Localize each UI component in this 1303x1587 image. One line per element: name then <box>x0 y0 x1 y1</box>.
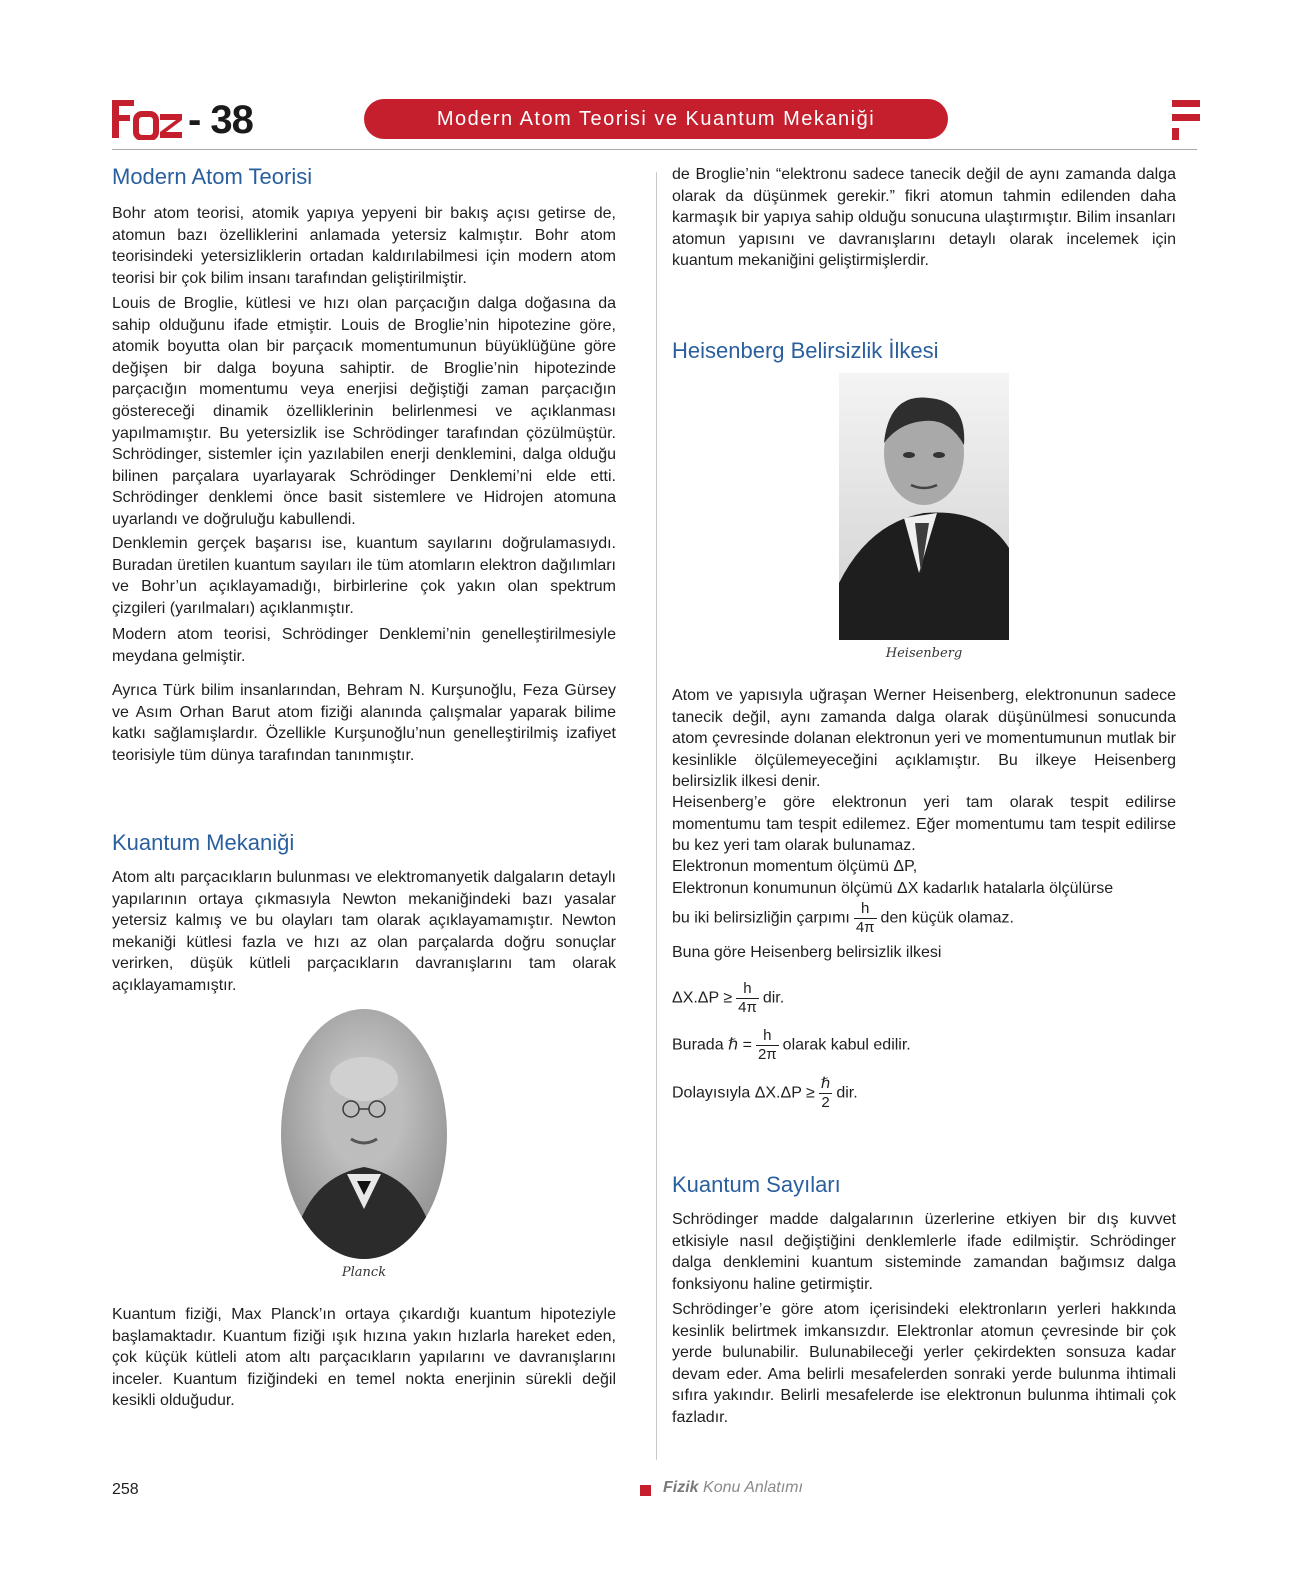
paragraph: Atom ve yapısıyla uğraşan Werner Heisenberg, elektronunun sadece tanecik değil, aynı zamanda dalga olarak düşünülmesi sonucunda atom çevresinde dolanan elektronun yeri ve momentumunun mutlak bir kesinlikle ölçülemeyeceğini açıklamıştır. Bu ilkeye Heisenberg belirsizlik ilkesi denir. <box>672 687 1176 791</box>
faz-number: - 38 <box>188 98 253 142</box>
paragraph: Modern atom teorisi, Schrödinger Denklemi’nin genelleştirilmesiyle meydana gelmiştir. <box>112 626 616 665</box>
heisenberg-caption: Heisenberg <box>885 646 963 661</box>
product-line-end: den küçük olamaz. <box>880 909 1014 927</box>
fraction-numerator: h <box>854 900 877 919</box>
paragraph: Atom altı parçacıkların bulunması ve elektromanyetik dalgaların detaylı yapılarının ortaya çıkmasıyla Newton mekaniğindeki bazı yasalar yetersiz kalmış ve bu olayları tam olarak açıklayamamıştır. Newton mekaniği kütlesi fazla ve hızı az olan parçalarda doğru sonuçlar verirken, düşük kütleli parçacıkların davranışlarını tam olarak açıklayamamıştır. <box>112 869 616 994</box>
equation-lhs: ΔX.ΔP ≥ <box>672 989 733 1007</box>
principle-intro-line: Buna göre Heisenberg belirsizlik ilkesi <box>672 944 942 961</box>
position-line: Elektronun konumunun ölçümü ΔX kadarlık hatalarla ölçülürse <box>672 880 1114 897</box>
heading-modern-atom-teorisi: Modern Atom Teorisi <box>112 164 313 189</box>
footer-subject: Fizik <box>663 1479 699 1496</box>
footer-subtitle: Konu Anlatımı <box>703 1479 803 1496</box>
fraction-denominator: 2 <box>821 1094 830 1111</box>
heading-kuantum-mekanigi: Kuantum Mekaniği <box>112 830 295 855</box>
uncertainty-equation <box>672 980 784 1017</box>
fraction-hbar-over-2 <box>819 1075 833 1112</box>
hbar-definition <box>672 1027 911 1064</box>
faz-logo <box>112 100 184 140</box>
paragraph: de Broglie’nin “elektronu sadece tanecik değil de aynı zamanda dalga olarak da düşünmek gerekir.” fikri atomun tahmin edilenden daha karmaşık bir yapıya sahip olduğu sonucuna ulaştırmıştır. Bilim insanları atomun yapısını ve davranışlarını detaylı olarak incelemek için kuantum mekaniğini geliştirmişlerdir. <box>672 166 1176 270</box>
footer-book-title <box>663 1479 803 1497</box>
planck-portrait <box>281 1009 447 1259</box>
equation-lhs: Burada ℏ = <box>672 1036 752 1054</box>
uncertainty-hbar-equation <box>672 1075 858 1112</box>
fraction-h-over-4pi <box>854 900 877 937</box>
paragraph: Bohr atom teorisi, atomik yapıya yepyeni bir bakış açısı getirse de, atomun bazı özelliklerini anlamada yetersiz kalmıştır. Bohr atom teorisindeki yetersizliklerin ortadan kaldırılabilmesi için modern atom teorisi bir çok bilim insanı tarafından geliştirilmiştir. <box>112 205 616 287</box>
fraction-numerator: ℏ <box>820 1075 831 1092</box>
equation-rhs: dir. <box>762 989 785 1007</box>
paragraph: Louis de Broglie, kütlesi ve hızı olan parçacığın dalga doğasına da sahip olduğunu ifade etmiştir. Louis de Broglie’nin hipotezine göre, atomik boyutta olan bir parçacık momentumunun büyüklüğüne göre değişen bir dalga boyuna sahiptir. de Broglie’nin hipotezinde parçacığın momentumu veya enerjisi değiştiği zaman parçacığın göstereceği dinamik özelliklerinin belirlenmesi ve açıklanması yapılmamıştır. Bu yetersizlik ise Schrödinger tarafından çözülmüştür. Schrödinger, sistemler için yazılabilen enerji denklemini, dalga olduğu bilinen parçalara uyarlayarak Schrödinger Denklemi’ni elde etti. Schrödinger denklemi önce basit sistemlere ve Hidrojen atomuna uyarlandı ve doğruluğu kabullendi. <box>112 295 616 528</box>
product-line-start: bu iki belirsizliğin çarpımı <box>672 909 850 927</box>
heisenberg-portrait <box>839 373 1009 640</box>
equation-rhs: dir. <box>836 1084 858 1102</box>
chapter-title-banner: Modern Atom Teorisi ve Kuantum Mekaniği <box>364 99 948 139</box>
page-number: 258 <box>112 1481 139 1498</box>
brand-corner-mark <box>1172 100 1200 140</box>
paragraph: Schrödinger’e göre atom içerisindeki elektronların yerleri hakkında kesinlik belirtmek imkansızdır. Elektronlar atomun çevresinde bir çok yerde bulunabilir. Bulunabileceği yerler çekirdekten sonsuza kadar devam eder. Ama belirli mesafelerden sonraki yerde bulunma ihtimali sıfıra yakındır. Belirli mesafelerde ise elektronun bulunma ihtimali çok fazladır. <box>672 1301 1176 1426</box>
fraction-denominator: 4π <box>738 999 757 1016</box>
fraction-h-over-4pi <box>736 980 759 1017</box>
product-line <box>672 900 1014 937</box>
paragraph: Ayrıca Türk bilim insanlarından, Behram N. Kurşunoğlu, Feza Gürsey ve Asım Orhan Barut atom fiziği alanında çalışmalar yaparak bilime katkı sağlamışlardır. Özellikle Kurşunoğlu’nun genelleştirilmiş izafiyet teorisiyle tüm dünya tarafından tanınmıştır. <box>112 682 616 764</box>
heading-heisenberg-belirsizlik-ilkesi: Heisenberg Belirsizlik İlkesi <box>672 338 939 363</box>
fraction-denominator: 4π <box>855 919 875 936</box>
fraction-h-over-2pi <box>756 1027 779 1064</box>
planck-caption: Planck <box>341 1265 387 1280</box>
header-rule <box>112 149 1197 150</box>
fraction-numerator: h <box>756 1027 779 1046</box>
momentum-line: Elektronun momentum ölçümü ΔP, <box>672 858 918 875</box>
fraction-denominator: 2π <box>757 1046 777 1063</box>
equation-lhs: Dolayısıyla ΔX.ΔP ≥ <box>672 1084 815 1102</box>
column-divider <box>656 172 657 1460</box>
paragraph: Kuantum fiziği, Max Planck’ın ortaya çıkardığı kuantum hipoteziyle başlamaktadır. Kuantum fiziği ışık hızına yakın hızlarla hareket eden, çok küçük kütleli atom altı parçacıkların yapılarını ve davranışlarını inceler. Kuantum fiziğindeki en temel nokta enerjinin sürekli değil kesikli olduğudur. <box>112 1306 616 1410</box>
paragraph: Heisenberg’e göre elektronun yeri tam olarak tespit edilirse momentumu tam tespit edilemez. Eğer momentumu tam tespit edilirse bu kez yeri tam olarak bulunamaz. <box>672 794 1176 855</box>
footer-square-icon <box>640 1485 651 1496</box>
fraction-numerator: h <box>736 980 759 999</box>
paragraph: Schrödinger madde dalgalarının üzerlerine etkiyen bir dış kuvvet etkisiyle nasıl değiştiğini denklemlerle ifade edilmiştir. Schrödinger dalga denklemini kuantum sisteminde zamandan bağımsız dalga fonksiyonu haline getirmiştir. <box>672 1211 1176 1293</box>
equation-rhs: olarak kabul edilir. <box>782 1036 911 1054</box>
paragraph: Denklemin gerçek başarısı ise, kuantum sayılarını doğrulamasıydı. Buradan üretilen kuantum sayıları ile tüm atomların elektron dağılımları ve Bohr’un açıklayamadığı, birbirlerine çok yakın olan spektrum çizgileri (yarılmaları) açıklanmıştır. <box>112 535 616 617</box>
heading-kuantum-sayilari: Kuantum Sayıları <box>672 1172 841 1197</box>
